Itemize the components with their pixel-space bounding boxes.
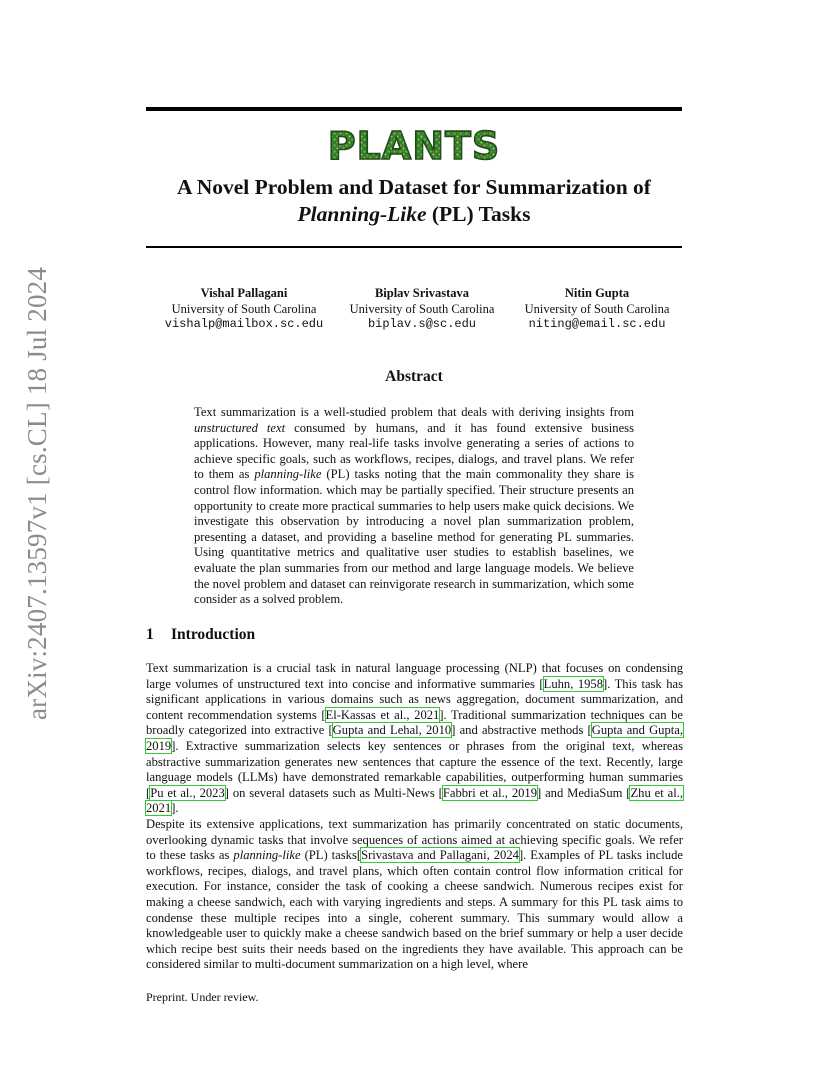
author-name: Vishal Pallagani <box>200 286 288 300</box>
title-rest: (PL) Tasks <box>426 202 531 226</box>
citation-link[interactable]: El-Kassas et al., 2021 <box>325 707 440 722</box>
citation-link[interactable]: Fabbri et al., 2019 <box>442 785 538 800</box>
arxiv-identifier-text: arXiv:2407.13597v1 [cs.CL] 18 Jul 2024 <box>22 266 52 720</box>
citation-link[interactable]: Zhu et al., 2021 <box>146 785 683 816</box>
author-name: Nitin Gupta <box>564 286 630 300</box>
author-name: Biplav Srivastava <box>374 286 470 300</box>
paper-title <box>146 174 682 228</box>
text-part: ]. Examples of PL tasks include workflows, recipes, dialogs, and travel plans, which often contain control flow information critical for execution. For instance, consider the task of cooking a cheese sandwich. Numerous recipes exist for making a cheese sandwich, each with varying ingredients and steps. A summary for this PL task aims to condense these multiple recipes into a single, coherent summary. This summary would allow a knowledgeable user to quickly make a cheese sandwich based on the brief summary or help a user decide which recipe best suits their needs based on the ingredients they have available. This approach can be considered similar to multi-document summarization on a high level, where <box>146 848 683 972</box>
author-affiliation: University of South Carolina <box>524 301 670 316</box>
text-part: ]. This task has significant applications in various domains such as news aggregation, document summarization, and content recommendation systems [ <box>146 676 683 722</box>
author-email[interactable]: biplav.s@sc.edu <box>367 317 477 331</box>
text-part: ] and MediaSum [ <box>537 785 631 800</box>
author-block <box>146 286 682 336</box>
abstract-text-part: Text summarization is a well-studied problem that deals with deriving insights from <box>194 405 634 419</box>
citation-link[interactable]: Srivastava and Pallagani, 2024 <box>361 848 519 863</box>
intro-paragraph-2 <box>146 817 683 973</box>
abstract-italic-term: planning-like <box>254 467 322 482</box>
citation-link[interactable]: Luhn, 1958 <box>543 676 604 691</box>
author-1 <box>146 286 342 333</box>
text-part: ]. Extractive summarization selects key sentences or phrases from the original text, whereas abstractive summarization generates new sentences that capture the essence of the text. Recently, large language models (LLMs) have demonstrated remarkable capabilities, outperforming human summaries [ <box>146 738 683 800</box>
section-number: 1 <box>146 626 154 643</box>
footer-note: Preprint. Under review. <box>146 990 259 1004</box>
author-email[interactable]: vishalp@mailbox.sc.edu <box>164 317 324 331</box>
italic-term: planning-like <box>233 848 301 863</box>
title-line-2 <box>146 201 682 228</box>
top-rule <box>146 107 682 111</box>
author-email[interactable]: niting@email.sc.edu <box>528 317 666 331</box>
section-heading <box>146 626 255 644</box>
author-affiliation: University of South Carolina <box>349 301 495 316</box>
text-part: ]. Traditional summarization techniques can be broadly categorized into extractive [ <box>146 707 683 738</box>
arxiv-identifier <box>22 266 52 720</box>
abstract-text-part: (PL) tasks noting that the main commonality they share is control flow information. which may be partially specified. Their structure presents an opportunity to create more practical summaries to help users make quick decisions. We investigate this observation by introducing a novel plan summarization problem, presenting a dataset, and providing a baseline method for generating PL summaries. Using quantitative metrics and qualitative user studies to establish baselines, we evaluate the plan summaries from our method and large language models. We believe the novel problem and dataset can reinvigorate research in summarization, which some consider as a solved problem. <box>194 467 634 607</box>
text-part: ] and abstractive methods [ <box>451 723 592 738</box>
abstract-text-part: consumed by humans, and it has found extensive business applications. However, many real-life tasks involve generating a series of actions to achieve specific goals, such as workflows, recipes, dialogs, and travel plans. We refer to them as <box>194 420 634 482</box>
citation-link[interactable]: Gupta and Lehal, 2010 <box>332 723 452 738</box>
section-title: Introduction <box>171 626 256 643</box>
citation-link[interactable]: Gupta and Gupta, 2019 <box>146 723 683 753</box>
author-affiliation: University of South Carolina <box>171 301 317 316</box>
title-bottom-rule <box>146 246 682 248</box>
abstract-italic-term: unstructured text <box>194 420 286 435</box>
text-part: Text summarization is a crucial task in natural language processing (NLP) that focuses on condensing large volumes of unstructured text into concise and informative summaries [ <box>146 661 683 691</box>
plants-logo <box>0 126 828 171</box>
citation-link[interactable]: Pu et al., 2023 <box>150 785 225 800</box>
author-2 <box>342 286 502 333</box>
text-part: (PL) tasks[ <box>300 848 362 863</box>
text-part: Despite its extensive applications, text summarization has primarily concentrated on static documents, overlooking dynamic tasks that involve sequences of actions aimed at achieving specific goals. We refer to these tasks as <box>146 817 683 863</box>
intro-paragraph-1 <box>146 661 683 817</box>
author-3 <box>512 286 682 333</box>
abstract-heading: Abstract <box>385 368 443 385</box>
plants-logo-graphic <box>327 124 501 168</box>
abstract-text <box>194 405 634 608</box>
title-italic: Planning-Like <box>297 202 427 226</box>
text-part: ]. <box>171 801 179 816</box>
plants-logo-text: PLANTS <box>327 124 501 168</box>
text-part: ] on several datasets such as Multi-News [ <box>224 785 443 800</box>
title-line-1: A Novel Problem and Dataset for Summarization of <box>177 175 651 199</box>
